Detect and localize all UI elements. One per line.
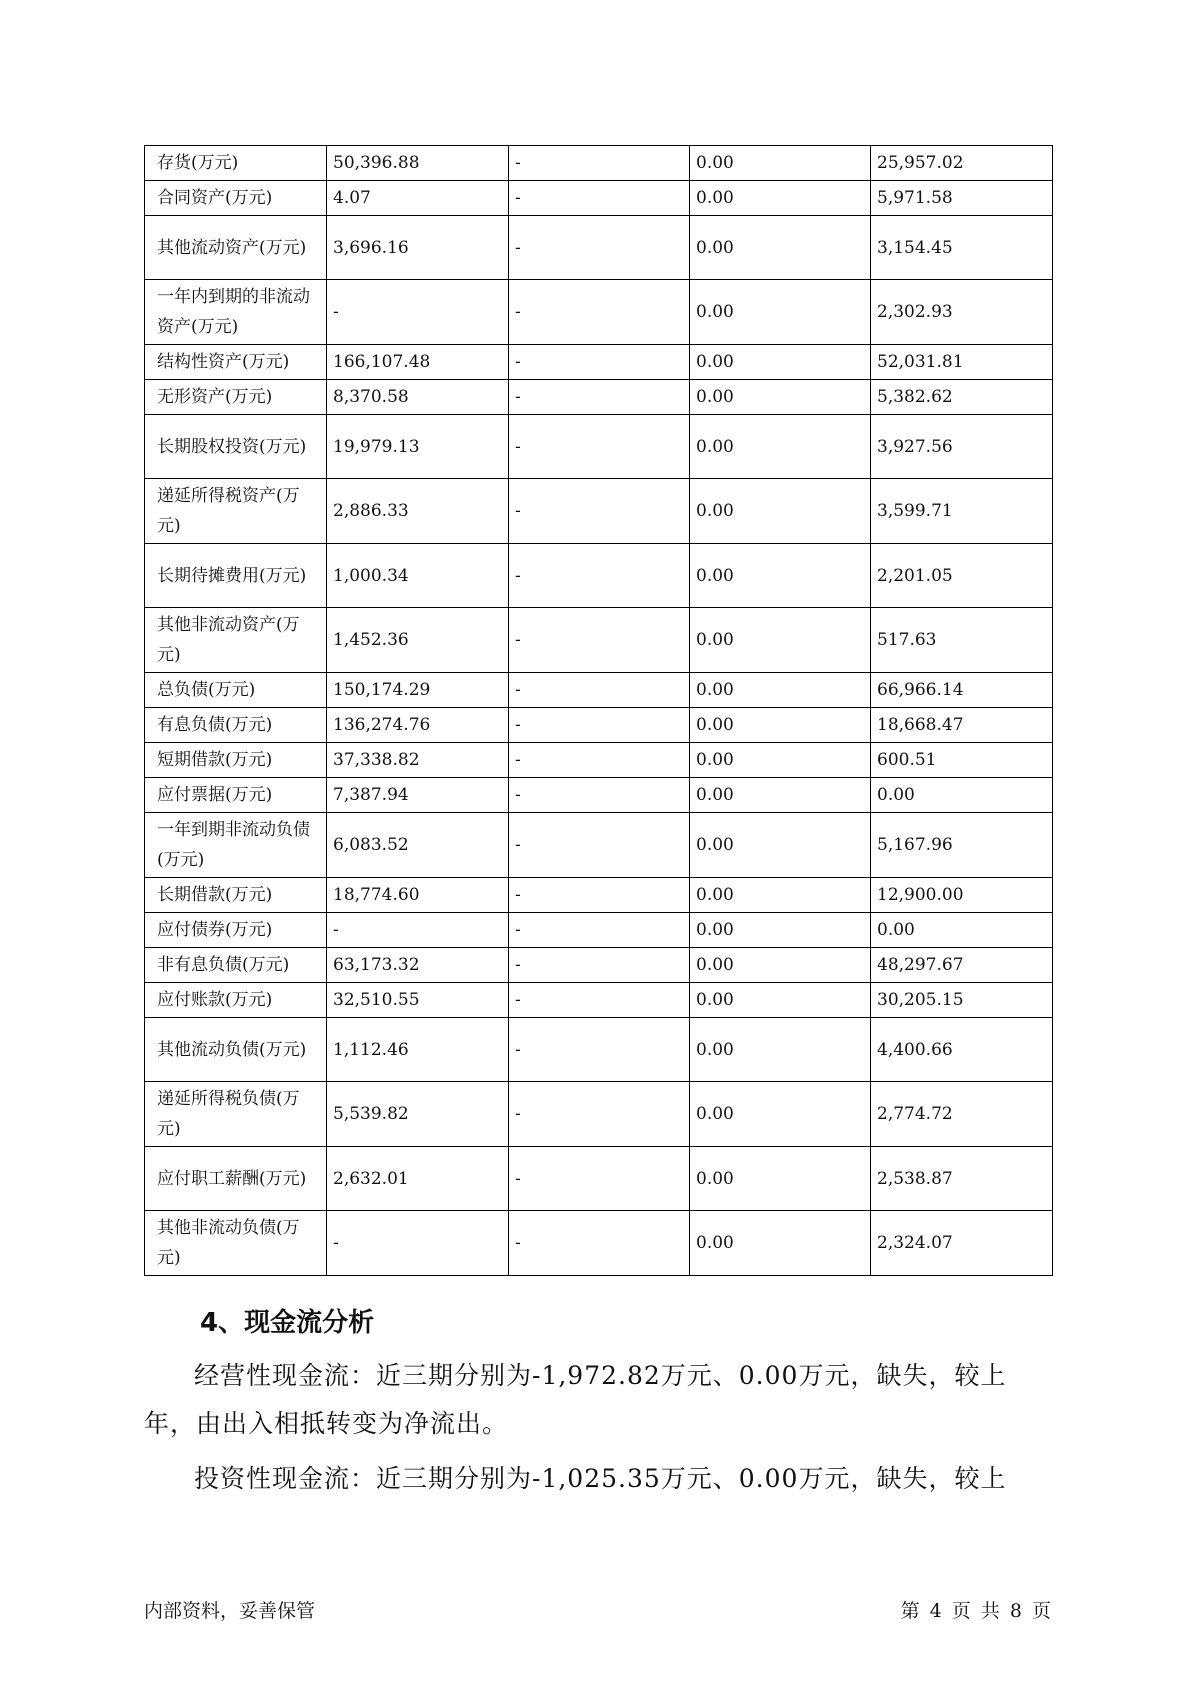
value-cell-4: 0.00 (871, 913, 1053, 948)
value-cell-2: - (509, 479, 690, 544)
value-cell-1: - (327, 280, 509, 345)
value-cell-2: - (509, 380, 690, 415)
value-cell-4: 66,966.14 (871, 673, 1053, 708)
operating-cashflow-paragraph: 经营性现金流：近三期分别为-1,972.82万元、0.00万元，缺失，较上年，由出入相抵转变为净流出。 (144, 1361, 1007, 1438)
table-row (145, 608, 1053, 673)
value-cell-1: 7,387.94 (327, 778, 509, 813)
row-label-cell: 长期待摊费用(万元) (145, 544, 327, 608)
value-cell-1: 50,396.88 (327, 146, 509, 181)
value-cell-3: 0.00 (690, 479, 871, 544)
row-label-cell: 应付职工薪酬(万元) (145, 1147, 327, 1211)
value-cell-4: 52,031.81 (871, 345, 1053, 380)
value-cell-1: 5,539.82 (327, 1082, 509, 1147)
row-label-cell: 一年到期非流动负债(万元) (145, 813, 327, 878)
table-row (145, 479, 1053, 544)
value-cell-4: 5,971.58 (871, 181, 1053, 216)
value-cell-2: - (509, 345, 690, 380)
value-cell-3: 0.00 (690, 813, 871, 878)
value-cell-2: - (509, 216, 690, 280)
section-heading: 4、现金流分析 (200, 1308, 375, 1338)
value-cell-2: - (509, 1147, 690, 1211)
value-cell-2: - (509, 813, 690, 878)
table-row (145, 948, 1053, 983)
value-cell-1: 32,510.55 (327, 983, 509, 1018)
value-cell-1: 2,632.01 (327, 1147, 509, 1211)
value-cell-2: - (509, 913, 690, 948)
value-cell-4: 5,382.62 (871, 380, 1053, 415)
value-cell-3: 0.00 (690, 216, 871, 280)
value-cell-1: - (327, 1211, 509, 1276)
table-row (145, 1211, 1053, 1276)
value-cell-4: 0.00 (871, 778, 1053, 813)
value-cell-1: 1,112.46 (327, 1018, 509, 1082)
value-cell-3: 0.00 (690, 983, 871, 1018)
value-cell-4: 30,205.15 (871, 983, 1053, 1018)
table-body (145, 146, 1053, 1276)
value-cell-2: - (509, 983, 690, 1018)
table-row (145, 1082, 1053, 1147)
row-label-cell: 其他流动资产(万元) (145, 216, 327, 280)
row-label-cell: 存货(万元) (145, 146, 327, 181)
table-row (145, 345, 1053, 380)
value-cell-4: 517.63 (871, 608, 1053, 673)
value-cell-2: - (509, 948, 690, 983)
value-cell-4: 2,201.05 (871, 544, 1053, 608)
value-cell-4: 600.51 (871, 743, 1053, 778)
value-cell-4: 2,774.72 (871, 1082, 1053, 1147)
value-cell-1: 18,774.60 (327, 878, 509, 913)
value-cell-3: 0.00 (690, 1147, 871, 1211)
value-cell-1: 1,000.34 (327, 544, 509, 608)
value-cell-4: 3,599.71 (871, 479, 1053, 544)
value-cell-2: - (509, 743, 690, 778)
value-cell-2: - (509, 146, 690, 181)
table-row (145, 216, 1053, 280)
row-label-cell: 其他流动负债(万元) (145, 1018, 327, 1082)
balance-sheet-table (144, 145, 1053, 1276)
value-cell-4: 2,302.93 (871, 280, 1053, 345)
investing-cashflow-paragraph: 投资性现金流：近三期分别为-1,025.35万元、0.00万元，缺失，较上 (194, 1464, 1007, 1493)
value-cell-2: - (509, 415, 690, 479)
value-cell-3: 0.00 (690, 913, 871, 948)
row-label-cell: 其他非流动负债(万元) (145, 1211, 327, 1276)
row-label-cell: 一年内到期的非流动资产(万元) (145, 280, 327, 345)
table-row (145, 983, 1053, 1018)
value-cell-4: 3,927.56 (871, 415, 1053, 479)
value-cell-3: 0.00 (690, 778, 871, 813)
value-cell-2: - (509, 673, 690, 708)
table-row (145, 380, 1053, 415)
row-label-cell: 非有息负债(万元) (145, 948, 327, 983)
value-cell-2: - (509, 544, 690, 608)
value-cell-3: 0.00 (690, 345, 871, 380)
row-label-cell: 短期借款(万元) (145, 743, 327, 778)
table-row (145, 181, 1053, 216)
table-row (145, 743, 1053, 778)
value-cell-1: - (327, 913, 509, 948)
value-cell-1: 1,452.36 (327, 608, 509, 673)
value-cell-3: 0.00 (690, 948, 871, 983)
row-label-cell: 其他非流动资产(万元) (145, 608, 327, 673)
value-cell-1: 150,174.29 (327, 673, 509, 708)
table-row (145, 1147, 1053, 1211)
value-cell-3: 0.00 (690, 380, 871, 415)
table-row (145, 1018, 1053, 1082)
value-cell-3: 0.00 (690, 608, 871, 673)
footer-confidential-note: 内部资料，妥善保管 (144, 1600, 316, 1622)
table-row (145, 708, 1053, 743)
value-cell-3: 0.00 (690, 673, 871, 708)
table-row (145, 813, 1053, 878)
value-cell-3: 0.00 (690, 415, 871, 479)
value-cell-2: - (509, 1082, 690, 1147)
value-cell-4: 2,538.87 (871, 1147, 1053, 1211)
row-label-cell: 合同资产(万元) (145, 181, 327, 216)
value-cell-3: 0.00 (690, 1082, 871, 1147)
row-label-cell: 结构性资产(万元) (145, 345, 327, 380)
value-cell-2: - (509, 878, 690, 913)
row-label-cell: 应付票据(万元) (145, 778, 327, 813)
value-cell-4: 12,900.00 (871, 878, 1053, 913)
footer-page-number: 第 4 页 共 8 页 (900, 1600, 1051, 1622)
row-label-cell: 应付账款(万元) (145, 983, 327, 1018)
value-cell-1: 19,979.13 (327, 415, 509, 479)
value-cell-1: 6,083.52 (327, 813, 509, 878)
value-cell-1: 63,173.32 (327, 948, 509, 983)
value-cell-1: 166,107.48 (327, 345, 509, 380)
value-cell-2: - (509, 1211, 690, 1276)
row-label-cell: 递延所得税资产(万元) (145, 479, 327, 544)
row-label-cell: 总负债(万元) (145, 673, 327, 708)
value-cell-1: 4.07 (327, 181, 509, 216)
value-cell-4: 4,400.66 (871, 1018, 1053, 1082)
value-cell-4: 18,668.47 (871, 708, 1053, 743)
value-cell-4: 2,324.07 (871, 1211, 1053, 1276)
value-cell-3: 0.00 (690, 878, 871, 913)
row-label-cell: 递延所得税负债(万元) (145, 1082, 327, 1147)
value-cell-3: 0.00 (690, 280, 871, 345)
value-cell-4: 5,167.96 (871, 813, 1053, 878)
value-cell-3: 0.00 (690, 1018, 871, 1082)
table-row (145, 146, 1053, 181)
value-cell-4: 25,957.02 (871, 146, 1053, 181)
value-cell-3: 0.00 (690, 1211, 871, 1276)
value-cell-4: 48,297.67 (871, 948, 1053, 983)
row-label-cell: 无形资产(万元) (145, 380, 327, 415)
row-label-cell: 有息负债(万元) (145, 708, 327, 743)
table-row (145, 673, 1053, 708)
value-cell-4: 3,154.45 (871, 216, 1053, 280)
value-cell-1: 2,886.33 (327, 479, 509, 544)
value-cell-1: 8,370.58 (327, 380, 509, 415)
table-row (145, 913, 1053, 948)
value-cell-3: 0.00 (690, 708, 871, 743)
table-row (145, 878, 1053, 913)
row-label-cell: 应付债券(万元) (145, 913, 327, 948)
value-cell-3: 0.00 (690, 146, 871, 181)
value-cell-2: - (509, 778, 690, 813)
value-cell-2: - (509, 608, 690, 673)
table-row (145, 778, 1053, 813)
table-row (145, 415, 1053, 479)
value-cell-2: - (509, 1018, 690, 1082)
row-label-cell: 长期股权投资(万元) (145, 415, 327, 479)
value-cell-3: 0.00 (690, 544, 871, 608)
row-label-cell: 长期借款(万元) (145, 878, 327, 913)
value-cell-1: 37,338.82 (327, 743, 509, 778)
value-cell-3: 0.00 (690, 181, 871, 216)
value-cell-3: 0.00 (690, 743, 871, 778)
value-cell-2: - (509, 280, 690, 345)
value-cell-2: - (509, 708, 690, 743)
table-row (145, 544, 1053, 608)
value-cell-1: 3,696.16 (327, 216, 509, 280)
table-row (145, 280, 1053, 345)
value-cell-1: 136,274.76 (327, 708, 509, 743)
value-cell-2: - (509, 181, 690, 216)
